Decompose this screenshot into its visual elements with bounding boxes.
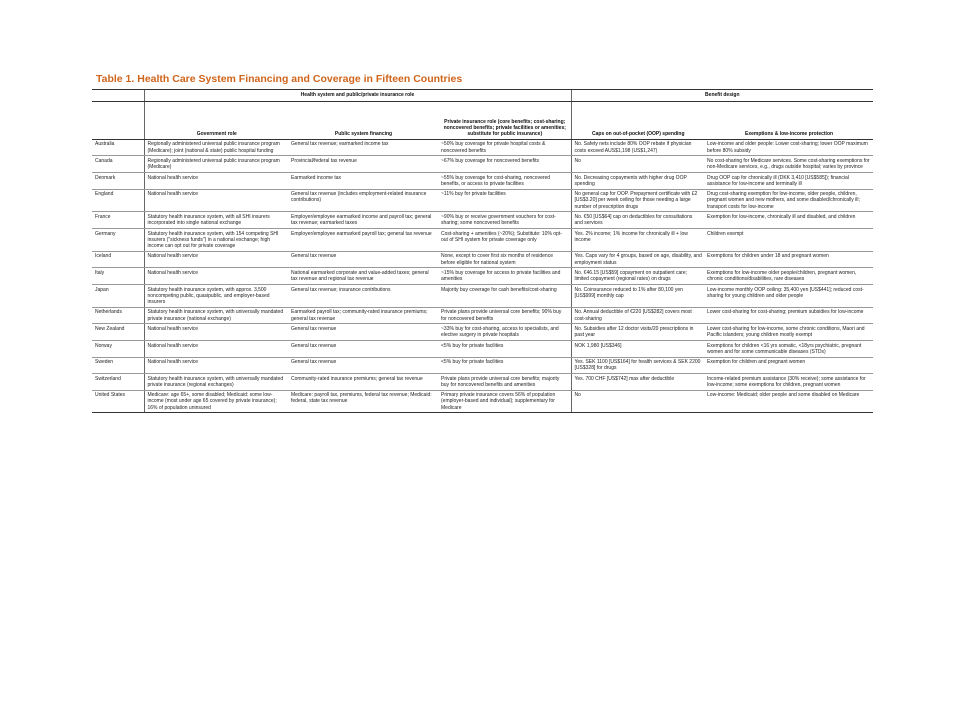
oop-cap-cell: No. Coinsurance reduced to 1% after 80,100 yen [US$999] monthly cap: [571, 284, 704, 307]
exemptions-cell: Drug cost-sharing exemption for low-income, older people, children, pregnant women and new mothers, and some disabled/chronically ill; transport costs for low-income: [704, 189, 873, 212]
oop-cap-cell: No: [571, 156, 704, 173]
oop-cap-cell: No: [571, 390, 704, 413]
oop-cap-cell: NOK 1,980 [US$346]: [571, 340, 704, 357]
government-role-cell: National health service: [144, 340, 288, 357]
government-role-cell: Statutory health insurance system, with all SHI insurers incorporated into single national exchange: [144, 212, 288, 229]
public-financing-cell: Employer/employee earmarked income and payroll tax; general tax revenue; earmarked taxes: [288, 212, 438, 229]
private-insurance-cell: ~15% buy coverage for access to private facilities and amenities: [438, 268, 571, 285]
public-financing-cell: General tax revenue; earmarked income tax: [288, 139, 438, 156]
public-financing-cell: Community-rated insurance premiums; general tax revenue: [288, 374, 438, 391]
government-role-cell: National health service: [144, 324, 288, 341]
empty-header-cell: [92, 90, 144, 102]
table-row: [92, 139, 873, 156]
public-financing-cell: General tax revenue: [288, 340, 438, 357]
country-cell: Denmark: [92, 172, 144, 189]
country-cell: New Zealand: [92, 324, 144, 341]
private-insurance-cell: Majority buy coverage for cash benefits/cost-sharing: [438, 284, 571, 307]
public-financing-cell: Medicare: payroll tax, premiums, federal tax revenue; Medicaid: federal, state tax revenue: [288, 390, 438, 413]
column-header-country: [92, 101, 144, 139]
table-title: Table 1. Health Care System Financing and Coverage in Fifteen Countries: [96, 73, 463, 85]
column-header-oop-caps: Caps on out-of-pocket (OOP) spending: [571, 101, 704, 139]
government-role-cell: National health service: [144, 357, 288, 374]
oop-cap-cell: No. €50 [US$64] cap on deductibles for consultations and services: [571, 212, 704, 229]
public-financing-cell: Earmarked payroll tax; community-rated insurance premiums; general tax revenue: [288, 307, 438, 324]
country-cell: Sweden: [92, 357, 144, 374]
column-header-exemptions: Exemptions & low-income protection: [704, 101, 873, 139]
public-financing-cell: General tax revenue: [288, 324, 438, 341]
table-row: [92, 172, 873, 189]
oop-cap-cell: No. Safety nets include 80% OOP rebate if physician costs exceed AUS$1,198 (US$1,247): [571, 139, 704, 156]
group-header-health-system: Health system and public/private insurance role: [144, 90, 571, 102]
group-header-row: [92, 90, 873, 102]
public-financing-cell: National earmarked corporate and value-added taxes; general tax revenue and regional tax revenue: [288, 268, 438, 285]
country-cell: Italy: [92, 268, 144, 285]
country-cell: Norway: [92, 340, 144, 357]
table-row: [92, 284, 873, 307]
public-financing-cell: Employer/employee earmarked payroll tax; general tax revenue: [288, 228, 438, 251]
country-cell: United States: [92, 390, 144, 413]
health-care-table: [92, 89, 873, 413]
private-insurance-cell: ~11% buy for private facilities: [438, 189, 571, 212]
exemptions-cell: Exemptions for children <16 yrs somatic, <18yrs psychiatric, pregnant women and for some communicable diseases (STDs): [704, 340, 873, 357]
private-insurance-cell: ~50% buy coverage for private hospital costs & noncovered benefits: [438, 139, 571, 156]
government-role-cell: Statutory health insurance system, with universally mandated private insurance (national exchange): [144, 307, 288, 324]
table-row: [92, 228, 873, 251]
table-row: [92, 324, 873, 341]
country-cell: Switzerland: [92, 374, 144, 391]
exemptions-cell: Exemption for low-income, chronically ill and disabled, and children: [704, 212, 873, 229]
column-header-private-insurance-role: Private insurance role (core benefits; cost-sharing; noncovered benefits; private facilities or amenities; substitute for public insurance): [438, 101, 571, 139]
government-role-cell: Statutory health insurance system, with 154 competing SHI insurers ("sickness funds") in a national exchange; high income can opt out for private coverage: [144, 228, 288, 251]
country-cell: Germany: [92, 228, 144, 251]
exemptions-cell: Income-related premium assistance (30% receive); some assistance for low-income; some exemptions for children, pregnant women: [704, 374, 873, 391]
country-cell: Canada: [92, 156, 144, 173]
government-role-cell: National health service: [144, 251, 288, 268]
government-role-cell: National health service: [144, 189, 288, 212]
public-financing-cell: General tax revenue: [288, 357, 438, 374]
exemptions-cell: Exemption for children and pregnant women: [704, 357, 873, 374]
table-row: [92, 268, 873, 285]
oop-cap-cell: No. €46.15 [US$59] copayment on outpatient care; limited copayment (regional rates) on drugs: [571, 268, 704, 285]
oop-cap-cell: Yes. SEK 1100 [US$164] for health services & SEK 2200 [US$328] for drugs: [571, 357, 704, 374]
oop-cap-cell: Yes. 700 CHF [US$742] max after deductible: [571, 374, 704, 391]
government-role-cell: Regionally administered universal public insurance program (Medicare); joint (national & state) public hospital funding: [144, 139, 288, 156]
private-insurance-cell: Private plans provide universal core benefits; majority buy for noncovered benefits and amenities: [438, 374, 571, 391]
country-cell: Iceland: [92, 251, 144, 268]
exemptions-cell: Children exempt: [704, 228, 873, 251]
private-insurance-cell: None, except to cover first six months of residence before eligible for national system: [438, 251, 571, 268]
table-row: [92, 357, 873, 374]
table-row: [92, 307, 873, 324]
private-insurance-cell: <5% buy for private facilities: [438, 340, 571, 357]
exemptions-cell: Low-income monthly OOP ceiling: 35,400 yen [US$441]; reduced cost-sharing for young children and older people: [704, 284, 873, 307]
public-financing-cell: General tax revenue; insurance contributions: [288, 284, 438, 307]
table-row: [92, 374, 873, 391]
oop-cap-cell: No. Subsidies after 12 doctor visits/20 prescriptions in past year: [571, 324, 704, 341]
exemptions-cell: Low-income: Medicaid; older people and some disabled on Medicare: [704, 390, 873, 413]
government-role-cell: National health service: [144, 268, 288, 285]
country-cell: Japan: [92, 284, 144, 307]
exemptions-cell: Lower cost-sharing for low-income, some chronic conditions, Maori and Pacific islanders; young children mostly exempt: [704, 324, 873, 341]
table-body: [92, 139, 873, 413]
table-row: [92, 189, 873, 212]
table-row: [92, 156, 873, 173]
exemptions-cell: No cost-sharing for Medicare services. Some cost-sharing exemptions for non-Medicare services, e.g., drugs outside hospital; varies by province: [704, 156, 873, 173]
group-header-benefit-design: Benefit design: [571, 90, 873, 102]
table-row: [92, 251, 873, 268]
private-insurance-cell: ~33% buy for cost-sharing, access to specialists, and elective surgery in private hospitals: [438, 324, 571, 341]
oop-cap-cell: No. Annual deductible of €220 [US$282] covers most cost-sharing: [571, 307, 704, 324]
column-header-row: [92, 101, 873, 139]
exemptions-cell: Drug OOP cap for chronically ill (DKK 3,410 [US$585]); financial assistance for low-income and terminally ill: [704, 172, 873, 189]
oop-cap-cell: Yes. Caps vary for 4 groups, based on age, disability, and employment status: [571, 251, 704, 268]
oop-cap-cell: No. Decreasing copayments with higher drug OOP spending: [571, 172, 704, 189]
table-row: [92, 212, 873, 229]
table-row: [92, 340, 873, 357]
government-role-cell: Regionally administered universal public insurance program (Medicare): [144, 156, 288, 173]
column-header-public-financing: Public system financing: [288, 101, 438, 139]
private-insurance-cell: ~67% buy coverage for noncovered benefits: [438, 156, 571, 173]
public-financing-cell: Provincial/federal tax revenue: [288, 156, 438, 173]
exemptions-cell: Low-income and older people: Lower cost-sharing; lower OOP maximum before 80% subsidy: [704, 139, 873, 156]
private-insurance-cell: <5% buy for private facilities: [438, 357, 571, 374]
exemptions-cell: Exemptions for low-income older people/children, pregnant women, chronic conditions/disabilities, rare diseases: [704, 268, 873, 285]
private-insurance-cell: ~55% buy coverage for cost-sharing, noncovered benefits, or access to private facilities: [438, 172, 571, 189]
country-cell: England: [92, 189, 144, 212]
oop-cap-cell: No general cap for OOP. Prepayment certificate with £2 [US$3.20] per week ceiling for those needing a large number of prescription drugs: [571, 189, 704, 212]
exemptions-cell: Exemptions for children under 18 and pregnant women: [704, 251, 873, 268]
oop-cap-cell: Yes. 2% income; 1% income for chronically ill + low income: [571, 228, 704, 251]
private-insurance-cell: ~90% buy or receive government vouchers for cost-sharing; some noncovered benefits: [438, 212, 571, 229]
government-role-cell: National health service: [144, 172, 288, 189]
government-role-cell: Medicare: age 65+, some disabled; Medicaid: some low-income (most under age 65 covered by private insurance); 16% of population uninsured: [144, 390, 288, 413]
column-header-government-role: Government role: [144, 101, 288, 139]
public-financing-cell: Earmarked income tax: [288, 172, 438, 189]
public-financing-cell: General tax revenue (includes employment-related insurance contributions): [288, 189, 438, 212]
exemptions-cell: Lower cost-sharing for cost-sharing; premium subsidies for low-income: [704, 307, 873, 324]
country-cell: Australia: [92, 139, 144, 156]
table-row: [92, 390, 873, 413]
public-financing-cell: General tax revenue: [288, 251, 438, 268]
private-insurance-cell: Cost-sharing + amenities (~20%); Substitute: 10% opt-out of SHI system for private coverage only: [438, 228, 571, 251]
government-role-cell: Statutory health insurance system, with approx. 3,500 noncompeting public, quasipublic, and employer-based insurers: [144, 284, 288, 307]
country-cell: Netherlands: [92, 307, 144, 324]
private-insurance-cell: Primary private insurance covers 56% of population (employer-based and individual); supplementary for Medicare: [438, 390, 571, 413]
country-cell: France: [92, 212, 144, 229]
private-insurance-cell: Private plans provide universal core benefits; 90% buy for noncovered benefits: [438, 307, 571, 324]
government-role-cell: Statutory health insurance system, with universally mandated private insurance (regional exchanges): [144, 374, 288, 391]
